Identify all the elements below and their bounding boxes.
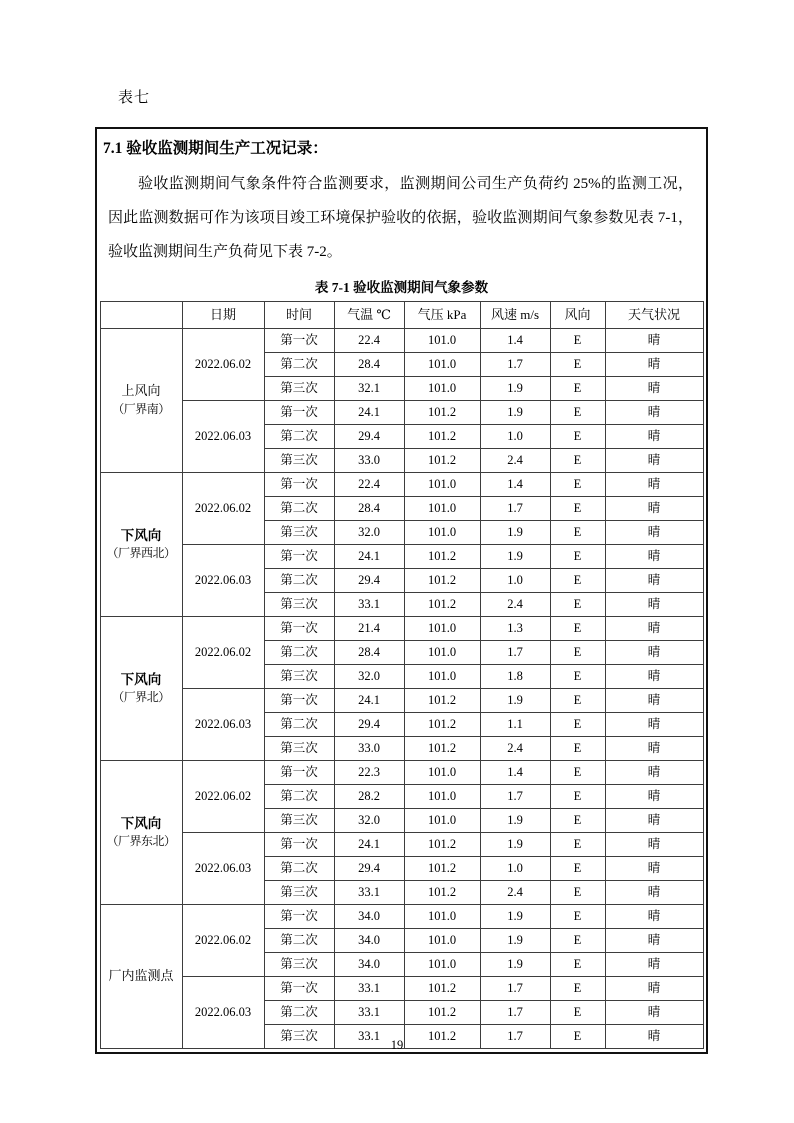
cell-wind-speed: 1.7 (480, 785, 550, 809)
cell-wind-speed: 1.9 (480, 401, 550, 425)
cell-wind-direction: E (550, 977, 605, 1001)
cell-time: 第一次 (264, 473, 334, 497)
location-name: 厂内监测点 (108, 968, 174, 984)
cell-time: 第三次 (264, 1025, 334, 1049)
cell-time: 第三次 (264, 953, 334, 977)
cell-weather: 晴 (605, 737, 703, 761)
cell-date: 2022.06.02 (182, 905, 264, 977)
table-header-row (100, 302, 703, 329)
cell-time: 第一次 (264, 761, 334, 785)
cell-wind-direction: E (550, 497, 605, 521)
page-number: 19 (390, 1038, 404, 1052)
column-header-weather: 天气状况 (605, 302, 703, 329)
cell-pressure: 101.0 (404, 929, 480, 953)
table-row (100, 689, 703, 713)
cell-weather: 晴 (605, 425, 703, 449)
cell-wind-speed: 2.4 (480, 737, 550, 761)
cell-wind-speed: 1.9 (480, 929, 550, 953)
cell-weather: 晴 (605, 833, 703, 857)
cell-wind-direction: E (550, 737, 605, 761)
cell-wind-direction: E (550, 377, 605, 401)
cell-wind-direction: E (550, 689, 605, 713)
cell-pressure: 101.2 (404, 1001, 480, 1025)
cell-weather: 晴 (605, 953, 703, 977)
cell-wind-direction: E (550, 473, 605, 497)
cell-time: 第三次 (264, 521, 334, 545)
cell-pressure: 101.2 (404, 425, 480, 449)
cell-time: 第一次 (264, 977, 334, 1001)
cell-pressure: 101.2 (404, 401, 480, 425)
cell-temperature: 28.4 (334, 641, 404, 665)
location-detail: （厂界东北） (106, 834, 176, 849)
cell-time: 第一次 (264, 689, 334, 713)
cell-weather: 晴 (605, 905, 703, 929)
cell-temperature: 21.4 (334, 617, 404, 641)
cell-weather: 晴 (605, 929, 703, 953)
cell-temperature: 24.1 (334, 545, 404, 569)
cell-time: 第二次 (264, 929, 334, 953)
cell-weather: 晴 (605, 809, 703, 833)
cell-date: 2022.06.03 (182, 401, 264, 473)
cell-wind-direction: E (550, 761, 605, 785)
cell-date: 2022.06.03 (182, 977, 264, 1049)
location-detail: （厂界北） (112, 690, 170, 705)
cell-wind-direction: E (550, 617, 605, 641)
table-row (100, 977, 703, 1001)
cell-time: 第三次 (264, 809, 334, 833)
cell-location (100, 761, 182, 905)
column-header-wind-direction: 风向 (550, 302, 605, 329)
column-header-time: 时间 (264, 302, 334, 329)
cell-wind-direction: E (550, 857, 605, 881)
location-name: 下风向 (120, 527, 162, 543)
cell-weather: 晴 (605, 401, 703, 425)
cell-temperature: 22.4 (334, 473, 404, 497)
cell-time: 第二次 (264, 785, 334, 809)
cell-pressure: 101.0 (404, 905, 480, 929)
location-detail: （厂界南） (112, 402, 170, 417)
cell-wind-speed: 1.9 (480, 689, 550, 713)
cell-wind-direction: E (550, 953, 605, 977)
cell-time: 第三次 (264, 449, 334, 473)
cell-time: 第一次 (264, 329, 334, 353)
cell-pressure: 101.2 (404, 545, 480, 569)
cell-weather: 晴 (605, 569, 703, 593)
cell-pressure: 101.2 (404, 977, 480, 1001)
cell-pressure: 101.2 (404, 881, 480, 905)
cell-temperature: 28.2 (334, 785, 404, 809)
cell-temperature: 33.1 (334, 977, 404, 1001)
cell-pressure: 101.2 (404, 449, 480, 473)
cell-temperature: 28.4 (334, 353, 404, 377)
cell-wind-direction: E (550, 569, 605, 593)
cell-temperature: 33.1 (334, 1025, 404, 1049)
cell-pressure: 101.0 (404, 953, 480, 977)
cell-time: 第二次 (264, 857, 334, 881)
location-name: 下风向 (120, 671, 162, 687)
cell-wind-direction: E (550, 1025, 605, 1049)
cell-time: 第三次 (264, 665, 334, 689)
cell-weather: 晴 (605, 521, 703, 545)
intro-paragraph: 验收监测期间气象条件符合监测要求，监测期间公司生产负荷约 25%的监测工况，因此监测数据可作为该项目竣工环境保护验收的依据，验收监测期间气象参数见表 7-1，验收监测期间生产负荷见下表 7-2。 (108, 176, 693, 260)
cell-location (100, 329, 182, 473)
cell-date: 2022.06.03 (182, 833, 264, 905)
column-header-date: 日期 (182, 302, 264, 329)
cell-weather: 晴 (605, 857, 703, 881)
cell-temperature: 32.1 (334, 377, 404, 401)
cell-wind-direction: E (550, 401, 605, 425)
table-row (100, 302, 703, 329)
cell-location (100, 473, 182, 617)
cell-wind-direction: E (550, 809, 605, 833)
cell-pressure: 101.0 (404, 809, 480, 833)
table-row (100, 473, 703, 497)
cell-temperature: 22.4 (334, 329, 404, 353)
cell-pressure: 101.0 (404, 521, 480, 545)
cell-temperature: 29.4 (334, 569, 404, 593)
cell-pressure: 101.0 (404, 353, 480, 377)
cell-time: 第一次 (264, 617, 334, 641)
cell-weather: 晴 (605, 1001, 703, 1025)
cell-wind-direction: E (550, 905, 605, 929)
cell-wind-speed: 1.3 (480, 617, 550, 641)
cell-weather: 晴 (605, 1025, 703, 1049)
cell-wind-direction: E (550, 881, 605, 905)
cell-weather: 晴 (605, 713, 703, 737)
table-body (100, 329, 703, 1049)
cell-weather: 晴 (605, 329, 703, 353)
cell-pressure: 101.0 (404, 641, 480, 665)
column-header-wind-speed: 风速 m/s (480, 302, 550, 329)
cell-temperature: 33.0 (334, 737, 404, 761)
cell-pressure: 101.0 (404, 665, 480, 689)
cell-weather: 晴 (605, 377, 703, 401)
cell-time: 第二次 (264, 497, 334, 521)
table-row (100, 329, 703, 353)
cell-wind-speed: 1.7 (480, 977, 550, 1001)
cell-wind-direction: E (550, 425, 605, 449)
cell-wind-speed: 1.9 (480, 833, 550, 857)
cell-pressure: 101.2 (404, 833, 480, 857)
cell-temperature: 33.1 (334, 881, 404, 905)
cell-wind-direction: E (550, 353, 605, 377)
cell-wind-speed: 1.8 (480, 665, 550, 689)
column-header-location (100, 302, 182, 329)
cell-wind-speed: 1.9 (480, 545, 550, 569)
cell-weather: 晴 (605, 689, 703, 713)
cell-temperature: 34.0 (334, 953, 404, 977)
content-box (95, 127, 708, 1054)
cell-temperature: 28.4 (334, 497, 404, 521)
cell-wind-speed: 1.7 (480, 497, 550, 521)
cell-wind-speed: 1.9 (480, 809, 550, 833)
cell-pressure: 101.0 (404, 785, 480, 809)
cell-pressure: 101.0 (404, 473, 480, 497)
cell-weather: 晴 (605, 617, 703, 641)
cell-pressure: 101.2 (404, 857, 480, 881)
cell-wind-speed: 1.1 (480, 713, 550, 737)
table-row (100, 761, 703, 785)
location-name: 下风向 (120, 815, 162, 831)
cell-wind-speed: 1.0 (480, 425, 550, 449)
cell-wind-speed: 1.7 (480, 641, 550, 665)
cell-time: 第一次 (264, 833, 334, 857)
cell-wind-speed: 1.7 (480, 1025, 550, 1049)
cell-time: 第二次 (264, 425, 334, 449)
cell-temperature: 29.4 (334, 713, 404, 737)
cell-location (100, 617, 182, 761)
cell-temperature: 24.1 (334, 689, 404, 713)
cell-time: 第三次 (264, 377, 334, 401)
cell-time: 第三次 (264, 593, 334, 617)
cell-pressure: 101.2 (404, 737, 480, 761)
cell-wind-speed: 1.4 (480, 761, 550, 785)
cell-weather: 晴 (605, 497, 703, 521)
cell-time: 第一次 (264, 401, 334, 425)
cell-weather: 晴 (605, 761, 703, 785)
cell-pressure: 101.2 (404, 713, 480, 737)
cell-wind-speed: 1.0 (480, 569, 550, 593)
table-title: 表 7-1 验收监测期间气象参数 (314, 280, 489, 295)
cell-time: 第二次 (264, 1001, 334, 1025)
cell-temperature: 24.1 (334, 401, 404, 425)
cell-wind-direction: E (550, 1001, 605, 1025)
cell-wind-direction: E (550, 785, 605, 809)
cell-wind-speed: 1.0 (480, 857, 550, 881)
location-name: 上风向 (121, 383, 161, 399)
cell-wind-speed: 1.9 (480, 377, 550, 401)
cell-wind-direction: E (550, 449, 605, 473)
cell-time: 第二次 (264, 569, 334, 593)
cell-time: 第二次 (264, 353, 334, 377)
cell-temperature: 32.0 (334, 809, 404, 833)
table-row (100, 401, 703, 425)
cell-pressure: 101.0 (404, 329, 480, 353)
cell-weather: 晴 (605, 545, 703, 569)
cell-temperature: 33.0 (334, 449, 404, 473)
cell-temperature: 33.1 (334, 593, 404, 617)
cell-temperature: 22.3 (334, 761, 404, 785)
cell-wind-direction: E (550, 929, 605, 953)
cell-temperature: 24.1 (334, 833, 404, 857)
cell-time: 第二次 (264, 641, 334, 665)
cell-weather: 晴 (605, 473, 703, 497)
column-header-temperature: 气温 ℃ (334, 302, 404, 329)
cell-pressure: 101.2 (404, 569, 480, 593)
cell-pressure: 101.0 (404, 497, 480, 521)
cell-date: 2022.06.02 (182, 617, 264, 689)
cell-wind-speed: 1.9 (480, 953, 550, 977)
location-detail: （厂界西北） (106, 546, 176, 561)
cell-temperature: 32.0 (334, 521, 404, 545)
cell-weather: 晴 (605, 641, 703, 665)
cell-wind-direction: E (550, 713, 605, 737)
cell-pressure: 101.0 (404, 761, 480, 785)
cell-weather: 晴 (605, 449, 703, 473)
cell-pressure: 101.2 (404, 593, 480, 617)
cell-date: 2022.06.03 (182, 689, 264, 761)
cell-wind-speed: 2.4 (480, 449, 550, 473)
cell-wind-speed: 1.7 (480, 1001, 550, 1025)
cell-pressure: 101.2 (404, 1025, 480, 1049)
cell-weather: 晴 (605, 353, 703, 377)
cell-wind-direction: E (550, 521, 605, 545)
cell-temperature: 34.0 (334, 905, 404, 929)
cell-time: 第二次 (264, 713, 334, 737)
cell-date: 2022.06.02 (182, 329, 264, 401)
cell-pressure: 101.2 (404, 689, 480, 713)
cell-date: 2022.06.03 (182, 545, 264, 617)
cell-weather: 晴 (605, 665, 703, 689)
cell-temperature: 29.4 (334, 425, 404, 449)
table-row (100, 545, 703, 569)
table-seven-label: 表七 (118, 90, 151, 106)
cell-time: 第三次 (264, 881, 334, 905)
cell-wind-speed: 2.4 (480, 881, 550, 905)
table-row (100, 833, 703, 857)
cell-temperature: 34.0 (334, 929, 404, 953)
cell-wind-speed: 1.7 (480, 353, 550, 377)
weather-parameters-table (100, 301, 704, 1049)
section-heading: 7.1 验收监测期间生产工况记录： (103, 140, 328, 157)
cell-wind-direction: E (550, 545, 605, 569)
cell-wind-speed: 1.4 (480, 329, 550, 353)
table-row (100, 617, 703, 641)
cell-time: 第一次 (264, 545, 334, 569)
cell-time: 第一次 (264, 905, 334, 929)
cell-wind-direction: E (550, 641, 605, 665)
cell-date: 2022.06.02 (182, 761, 264, 833)
table-row (100, 905, 703, 929)
cell-date: 2022.06.02 (182, 473, 264, 545)
cell-temperature: 33.1 (334, 1001, 404, 1025)
cell-weather: 晴 (605, 593, 703, 617)
cell-pressure: 101.0 (404, 377, 480, 401)
cell-wind-speed: 1.9 (480, 905, 550, 929)
cell-weather: 晴 (605, 881, 703, 905)
cell-temperature: 32.0 (334, 665, 404, 689)
cell-wind-direction: E (550, 833, 605, 857)
cell-wind-direction: E (550, 593, 605, 617)
cell-wind-speed: 1.9 (480, 521, 550, 545)
cell-wind-speed: 2.4 (480, 593, 550, 617)
cell-weather: 晴 (605, 977, 703, 1001)
cell-location (100, 905, 182, 1049)
cell-wind-direction: E (550, 665, 605, 689)
cell-temperature: 29.4 (334, 857, 404, 881)
cell-wind-direction: E (550, 329, 605, 353)
cell-pressure: 101.0 (404, 617, 480, 641)
column-header-pressure: 气压 kPa (404, 302, 480, 329)
cell-time: 第三次 (264, 737, 334, 761)
cell-wind-speed: 1.4 (480, 473, 550, 497)
cell-weather: 晴 (605, 785, 703, 809)
